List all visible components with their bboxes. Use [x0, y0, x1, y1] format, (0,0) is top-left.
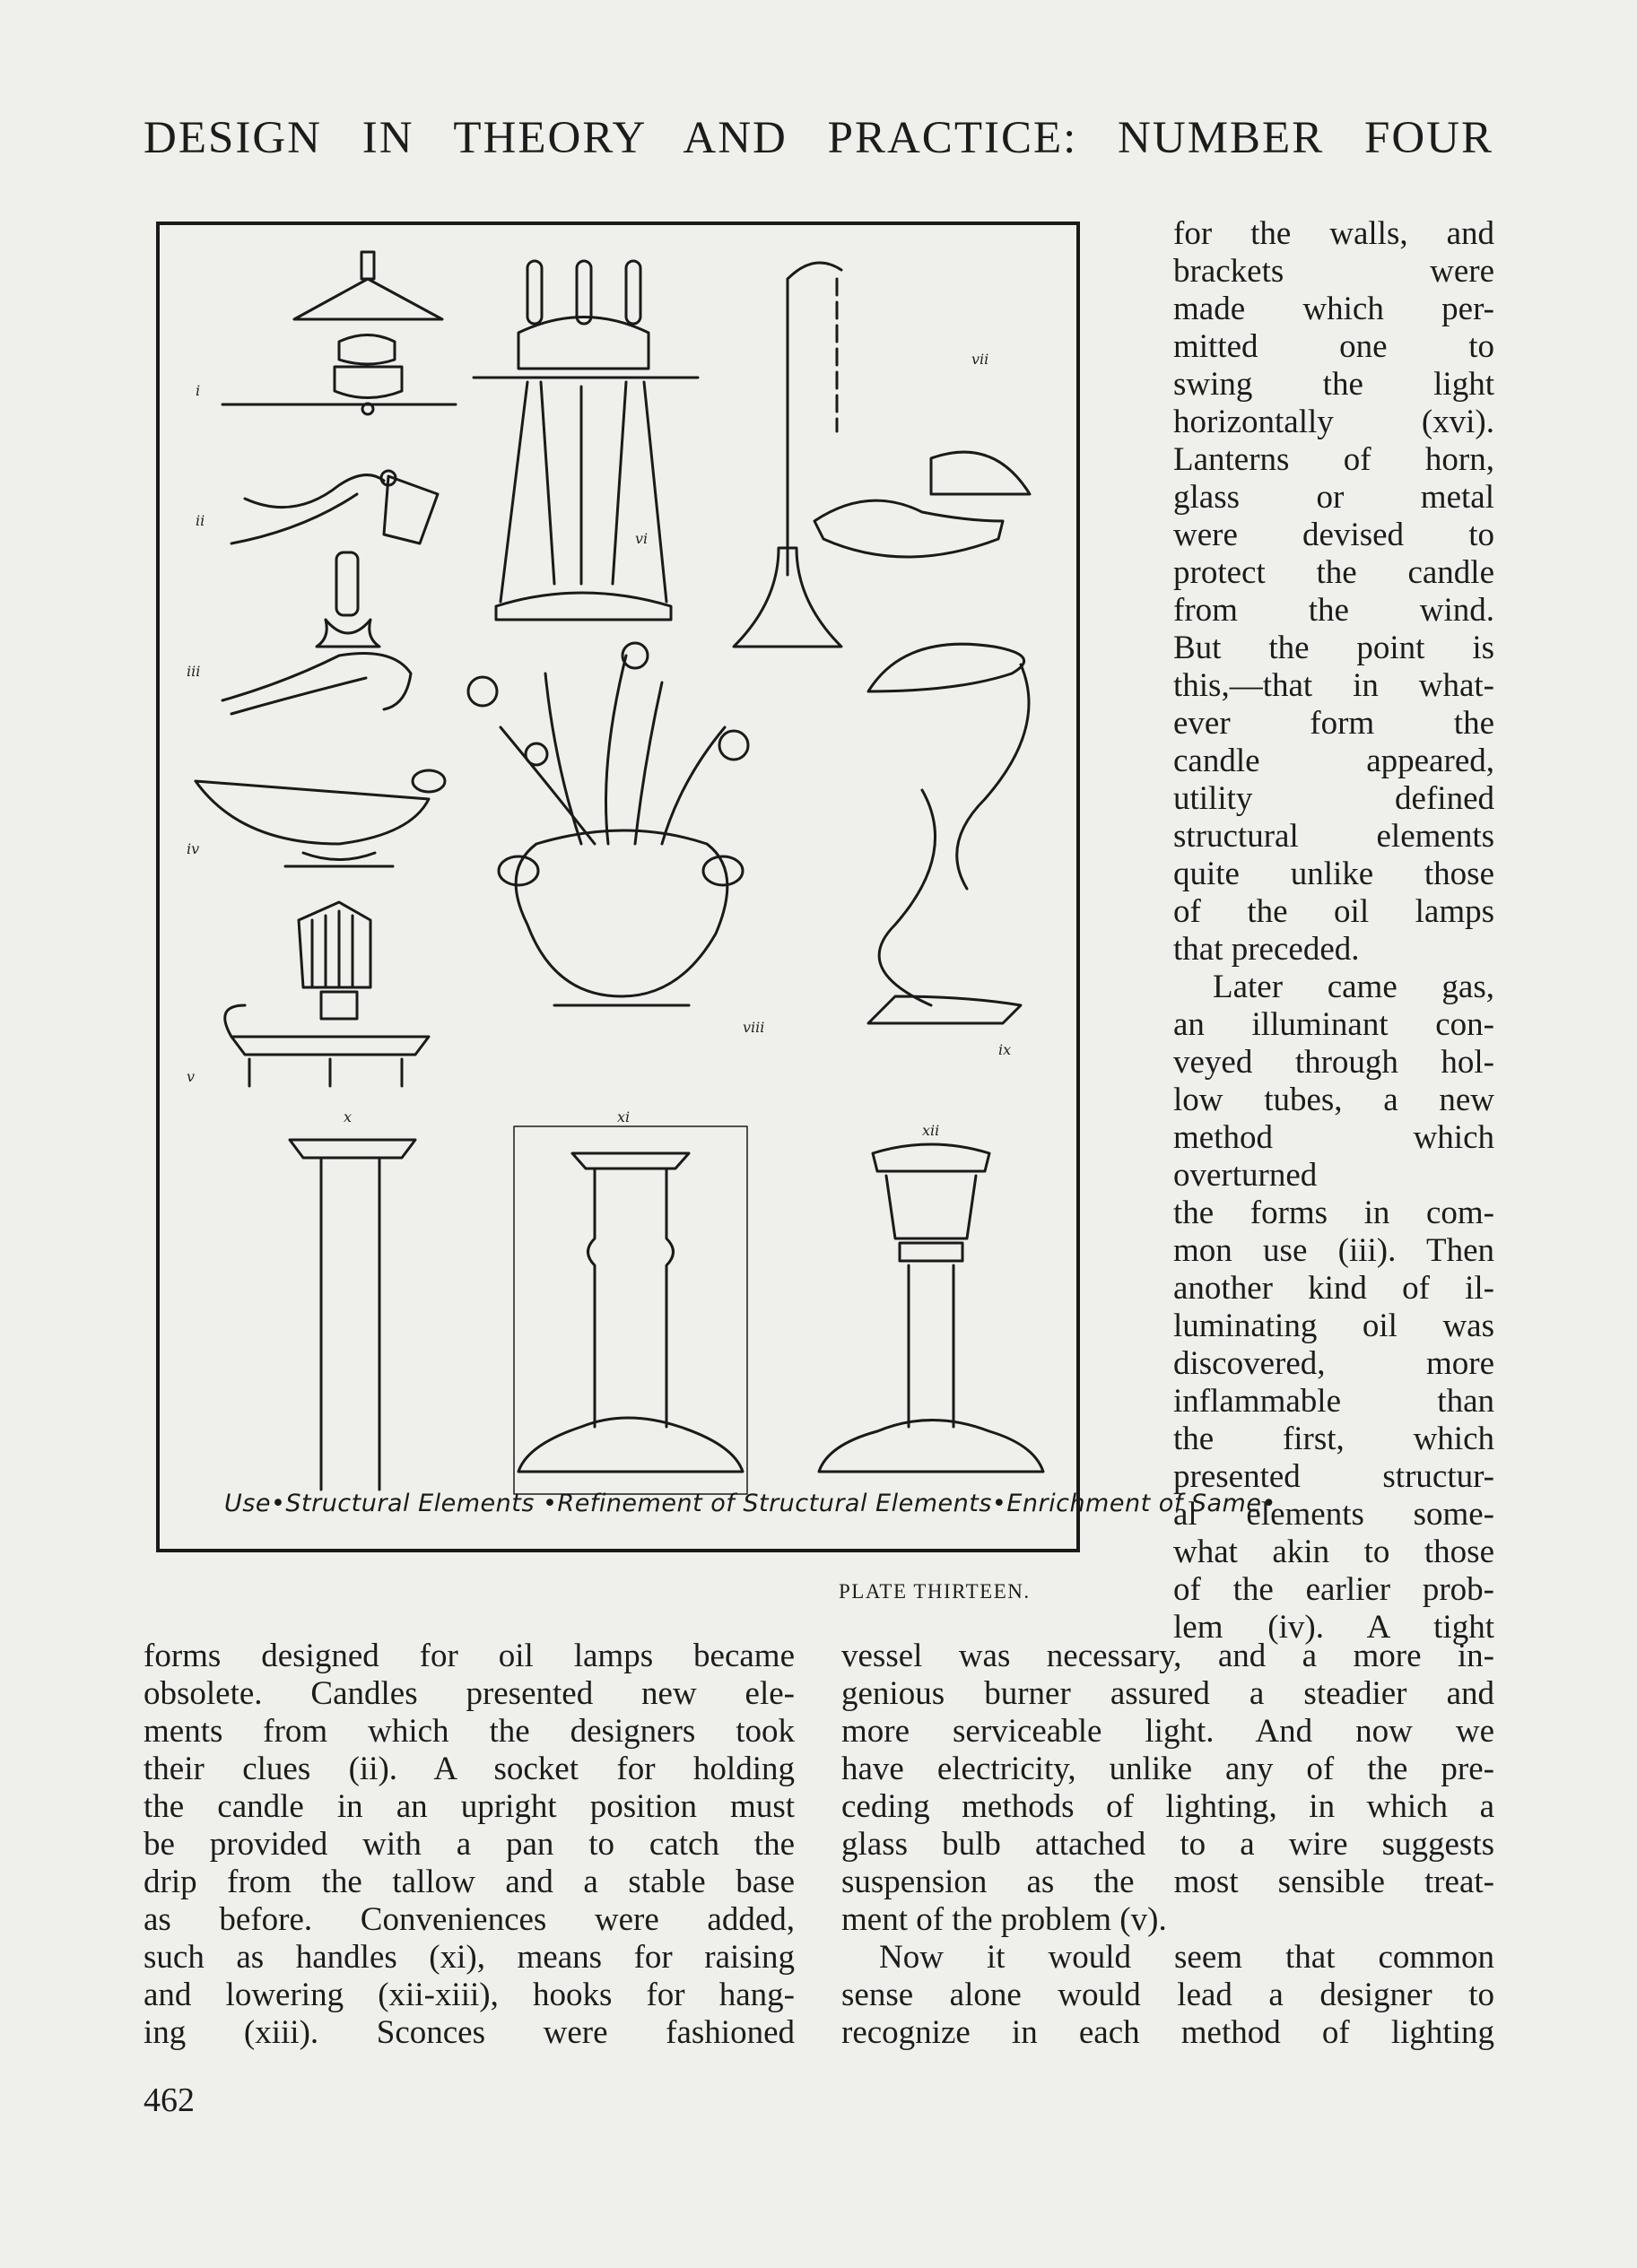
text-line: have electricity, unlike any of the pre-	[841, 1751, 1494, 1787]
plate-label-v: v	[187, 1068, 196, 1085]
text-line: their clues (ii). A socket for holding	[144, 1751, 795, 1787]
text-line: protect the candle	[1173, 554, 1494, 591]
text-line: veyed through hol-	[1173, 1044, 1494, 1081]
plate-label-xii: xii	[922, 1122, 940, 1139]
text-line: and lowering (xii-xiii), hooks for hang-	[144, 1977, 795, 2013]
text-line: for the walls, and	[1173, 215, 1494, 252]
text-line: horizontally (xvi).	[1173, 404, 1494, 440]
plate-label-ix: ix	[998, 1041, 1012, 1058]
text-line: presented structur-	[1173, 1458, 1494, 1495]
text-line: Later came gas,	[1213, 969, 1494, 1005]
text-line: genious burner assured a steadier and	[841, 1675, 1494, 1712]
candlestick-x-drawing	[290, 1140, 415, 1490]
text-line: inflammable than	[1173, 1383, 1494, 1420]
text-line: candle appeared,	[1173, 743, 1494, 779]
plate-label-iii: iii	[187, 663, 201, 680]
text-line: ing (xiii). Sconces were fashioned	[144, 2014, 795, 2051]
text-line: low tubes, a new	[1173, 1082, 1494, 1118]
lamp-ii-drawing	[231, 471, 438, 543]
text-line: ments from which the designers took	[144, 1713, 795, 1750]
text-line: suspension as the most sensible treat-	[841, 1864, 1494, 1900]
text-line: overturned	[1173, 1157, 1318, 1194]
lamp-iv-drawing	[196, 770, 445, 866]
text-line: made which per-	[1173, 291, 1494, 327]
text-line: But the point is	[1173, 630, 1494, 666]
text-line: luminating oil was	[1173, 1308, 1494, 1344]
text-line: brackets were	[1173, 253, 1494, 290]
text-line: glass or metal	[1173, 479, 1494, 516]
plate-label-ii: ii	[196, 512, 205, 529]
text-line: the first, which	[1173, 1421, 1494, 1457]
text-line: the candle in an upright position must	[144, 1788, 795, 1825]
text-line: lem (iv). A tight	[1173, 1609, 1494, 1646]
text-line: Lanterns of horn,	[1173, 441, 1494, 478]
lamp-iii-drawing	[222, 552, 411, 714]
page-number: 462	[144, 2081, 195, 2119]
candlestick-xi-drawing	[514, 1126, 747, 1494]
text-line: al elements some-	[1173, 1496, 1494, 1533]
text-line: that preceded.	[1173, 931, 1360, 968]
text-line: what akin to those	[1173, 1534, 1494, 1570]
plate-label-iv: iv	[187, 840, 200, 857]
candlestick-xii-drawing	[819, 1144, 1043, 1472]
text-line: such as handles (xi), means for raising	[144, 1939, 795, 1976]
text-line: this,—that in what-	[1173, 667, 1494, 704]
text-line: ever form the	[1173, 705, 1494, 742]
text-line: from the wind.	[1173, 592, 1494, 629]
lamp-i-drawing	[222, 252, 456, 414]
text-line: of the oil lamps	[1173, 893, 1494, 930]
plate-label-vi: vi	[635, 530, 649, 547]
text-line: method which	[1173, 1119, 1494, 1156]
lamp-v-drawing	[225, 902, 429, 1086]
text-line: sense alone would lead a designer to	[841, 1977, 1494, 2013]
vase-viii-drawing	[468, 643, 748, 1005]
text-line: mitted one to	[1173, 328, 1494, 365]
plate-label-i: i	[196, 382, 201, 399]
text-line: structural elements	[1173, 818, 1494, 855]
text-line: more serviceable light. And now we	[841, 1713, 1494, 1750]
text-line: ment of the problem (v).	[841, 1901, 1167, 1938]
text-line: obsolete. Candles presented new ele-	[144, 1675, 795, 1712]
text-line: of the earlier prob-	[1173, 1571, 1494, 1608]
text-line: Now it would seem that common	[879, 1939, 1494, 1976]
page-header: DESIGN IN THEORY AND PRACTICE: NUMBER FOUR	[144, 113, 1493, 163]
lamp-ix-drawing	[868, 644, 1029, 1023]
text-line: forms designed for oil lamps became	[144, 1638, 795, 1674]
text-line: recognize in each method of lighting	[841, 2014, 1494, 2051]
text-line: another kind of il-	[1173, 1270, 1494, 1307]
text-line: an illuminant con-	[1173, 1006, 1494, 1043]
text-line: as before. Conveniences were added,	[144, 1901, 795, 1938]
text-line: ceding methods of lighting, in which a	[841, 1788, 1494, 1825]
plate-label-vii: vii	[971, 351, 989, 368]
plate-legend: Use•Structural Elements •Refinement of Structural Elements•Enrichment of Same•	[224, 1490, 1276, 1517]
plate-label-viii: viii	[743, 1019, 765, 1036]
text-line: be provided with a pan to catch the	[144, 1826, 795, 1863]
text-line: discovered, more	[1173, 1345, 1494, 1382]
text-line: vessel was necessary, and a more in-	[841, 1638, 1494, 1674]
plate-label-x: x	[344, 1108, 353, 1125]
plate-caption: PLATE THIRTEEN.	[839, 1580, 1031, 1603]
text-line: glass bulb attached to a wire suggests	[841, 1826, 1494, 1863]
text-line: utility defined	[1173, 780, 1494, 817]
text-line: drip from the tallow and a stable base	[144, 1864, 795, 1900]
text-line: quite unlike those	[1173, 856, 1494, 892]
text-line: the forms in com-	[1173, 1195, 1494, 1231]
text-line: mon use (iii). Then	[1173, 1232, 1494, 1269]
plate-label-xi: xi	[617, 1108, 631, 1125]
lamp-vii-drawing	[734, 263, 1030, 647]
text-line: swing the light	[1173, 366, 1494, 403]
text-line: were devised to	[1173, 517, 1494, 553]
lamp-vi-drawing	[474, 261, 698, 620]
